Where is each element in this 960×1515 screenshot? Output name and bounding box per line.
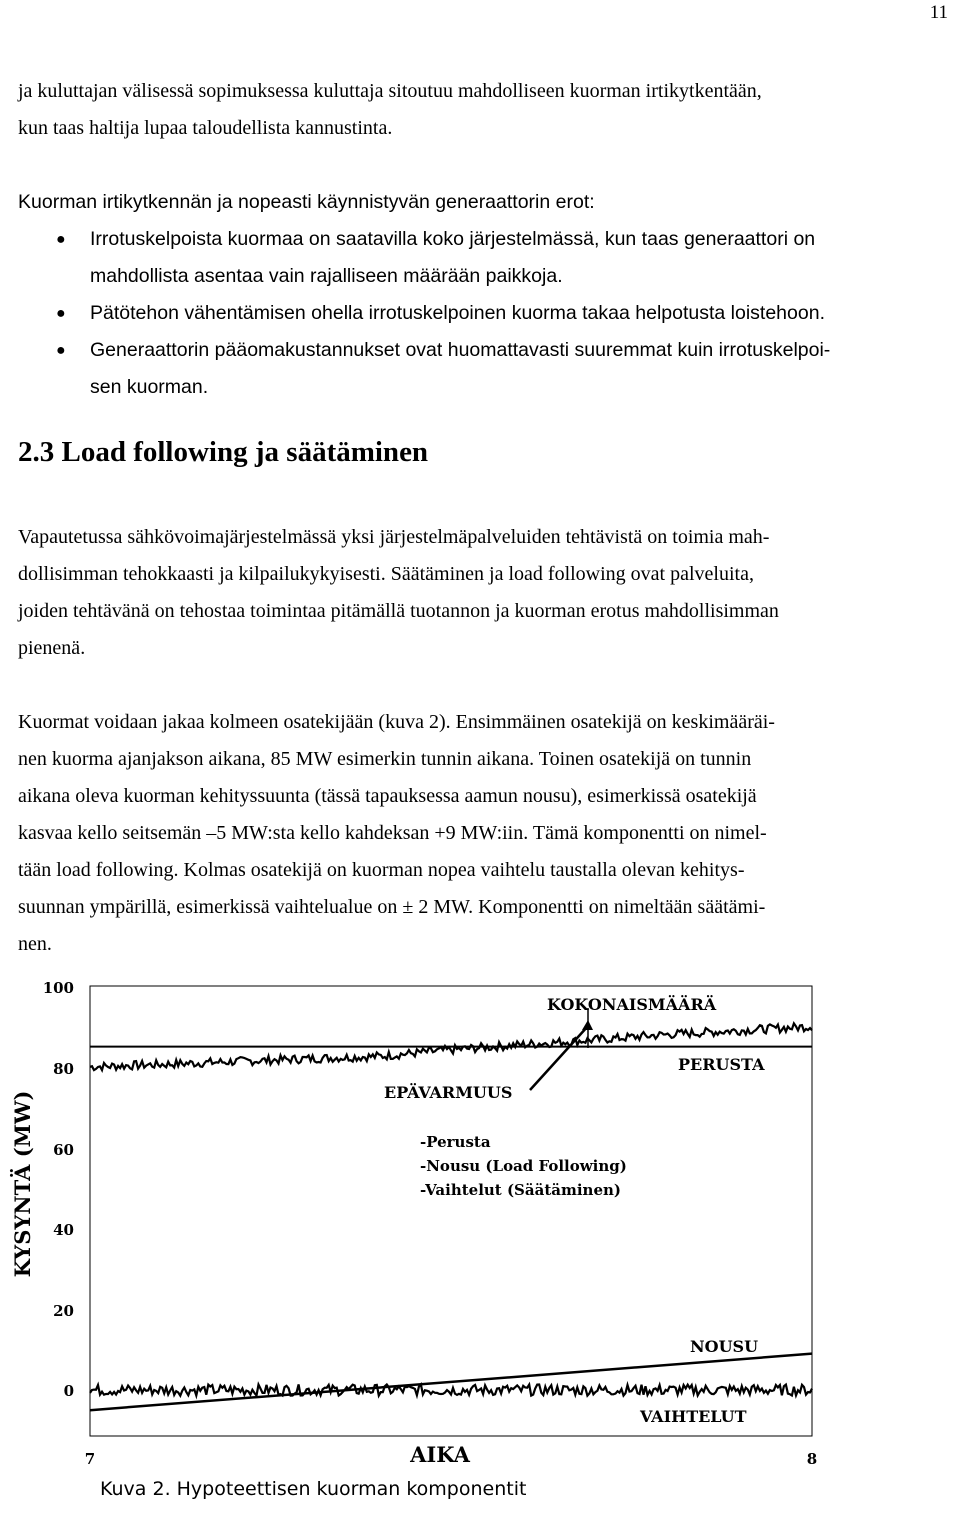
annotation-epavarmuus: EPÄVARMUUS: [384, 1083, 513, 1102]
y-tick-label: 60: [53, 1141, 74, 1159]
paragraph-2-line-7: nen.: [18, 933, 52, 955]
annotation-nousu: NOUSU: [690, 1337, 759, 1356]
bullet-3-line-1: Generaattorin pääomakustannukset ovat huomattavasti suuremmat kuin irrotuskelpoi-: [90, 339, 831, 361]
paragraph-2-line-3: aikana oleva kuorman kehityssuunta (tässä tapauksessa aamun nousu), esimerkissä osatekijä: [18, 785, 757, 807]
y-tick-label: 100: [42, 979, 74, 997]
bullet-3-line-2: sen kuorman.: [90, 376, 209, 398]
bullet-dot: ●: [56, 342, 66, 359]
legend-line-1: -Perusta: [420, 1133, 491, 1151]
x-tick-label: 8: [806, 1450, 818, 1468]
section-heading: 2.3 Load following ja säätäminen: [18, 436, 429, 468]
paragraph-2-line-6: suunnan ympärillä, esimerkissä vaihtelualue on ± 2 MW. Komponentti on nimeltään säätämi-: [18, 896, 766, 918]
paragraph-2-line-2: nen kuorma ajanjakson aikana, 85 MW esimerkin tunnin aikana. Toinen osatekijä on tunnin: [18, 748, 752, 770]
y-axis-label: KYSYNTÄ (MW): [10, 1090, 35, 1278]
page-number: 11: [929, 2, 948, 23]
legend-line-3: -Vaihtelut (Säätäminen): [420, 1181, 621, 1199]
y-tick-label: 40: [53, 1221, 74, 1239]
paragraph-2-line-1: Kuormat voidaan jakaa kolmeen osatekijään (kuva 2). Ensimmäinen osatekijä on keskimääräi-: [18, 711, 775, 733]
annotation-perusta: PERUSTA: [678, 1055, 765, 1074]
paragraph-2-line-5: tään load following. Kolmas osatekijä on kuorman nopea vaihtelu taustalla olevan kehitys-: [18, 859, 745, 881]
paragraph-2-line-4: kasvaa kello seitsemän –5 MW:sta kello kahdeksan +9 MW:iin. Tämä komponentti on nimel-: [18, 822, 767, 844]
load-components-chart: [0, 968, 840, 1508]
annotation-arrow: [530, 1026, 588, 1090]
figure-caption: Kuva 2. Hypoteettisen kuorman komponentit: [100, 1478, 527, 1500]
legend-line-2: -Nousu (Load Following): [420, 1157, 627, 1175]
paragraph-1-line-3: joiden tehtävänä on tehostaa toimintaa pitämällä tuotannon ja kuorman erotus mahdollisimman: [18, 600, 779, 622]
paragraph-1-line-2: dollisimman tehokkaasti ja kilpailukykyisesti. Säätäminen ja load following ovat palveluita,: [18, 563, 754, 585]
x-tick-label: 7: [84, 1450, 96, 1468]
bullet-1-line-2: mahdollista asentaa vain rajalliseen määrään paikkoja.: [90, 265, 563, 287]
bullet-1-line-1: Irrotuskelpoista kuormaa on saatavilla koko järjestelmässä, kun taas generaattori on: [90, 228, 816, 250]
y-tick-label: 0: [63, 1382, 74, 1400]
plot-frame: [90, 986, 812, 1436]
bullet-dot: ●: [56, 305, 66, 322]
intro-line-2: kun taas haltija lupaa taloudellista kannustinta.: [18, 117, 393, 139]
bullet-dot: ●: [56, 231, 66, 248]
list-title: Kuorman irtikytkennän ja nopeasti käynnistyvän generaattorin erot:: [18, 191, 595, 213]
y-tick-label: 80: [53, 1060, 74, 1078]
y-tick-label: 20: [53, 1302, 74, 1320]
paragraph-1-line-4: pienenä.: [18, 637, 86, 659]
series-nousu-line: [90, 1354, 812, 1411]
bullet-2-line-1: Pätötehon vähentämisen ohella irrotuskelpoinen kuorma takaa helpotusta loistehoon.: [90, 302, 825, 324]
paragraph-1-line-1: Vapautetussa sähkövoimajärjestelmässä yksi järjestelmäpalveluiden tehtävistä on toimia mah-: [18, 526, 770, 548]
x-axis-label: AIKA: [410, 1442, 470, 1467]
annotation-kokonaismaara: KOKONAISMÄÄRÄ: [547, 995, 717, 1014]
annotation-vaihtelut: VAIHTELUT: [640, 1407, 747, 1426]
series-vaihtelut-line: [90, 1384, 812, 1395]
intro-line-1: ja kuluttajan välisessä sopimuksessa kuluttaja sitoutuu mahdolliseen kuorman irtikytkentään,: [18, 80, 762, 102]
